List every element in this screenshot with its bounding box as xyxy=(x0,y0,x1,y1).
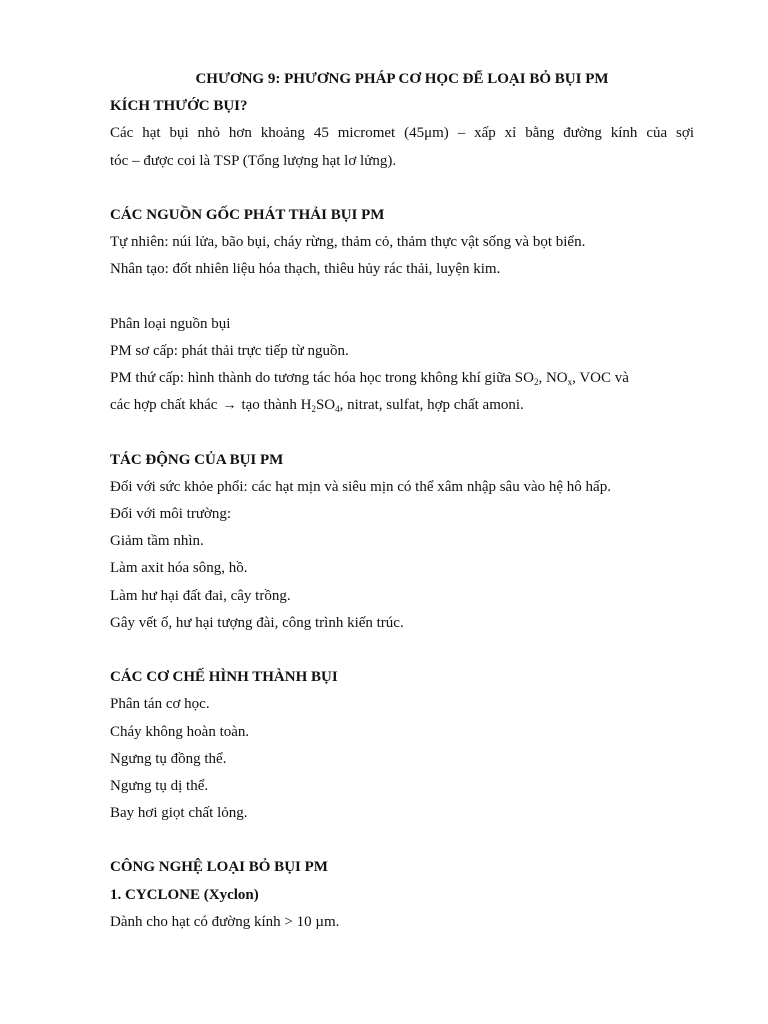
list-item: Bay hơi giọt chất lỏng. xyxy=(110,805,248,822)
subscript: 2 xyxy=(311,404,316,415)
list-item: Đối với môi trường: xyxy=(110,506,232,522)
blank-line xyxy=(110,637,694,664)
list-item: Phân tán cơ học. xyxy=(110,696,210,713)
blank-line xyxy=(110,419,694,446)
text-run: tạo thành H xyxy=(241,397,312,414)
text-run: , nitrat, sulfat, hợp chất amoni. xyxy=(339,397,524,414)
paragraph-line: tóc – được coi là TSP (Tổng lượng hạt lơ lửng). xyxy=(110,152,397,169)
text-run: các hợp chất khác xyxy=(110,397,218,414)
text-run: PM thứ cấp: hình thành do tương tác hóa học trong không khí giữa SO xyxy=(110,370,534,387)
text-run: SO xyxy=(315,397,336,414)
paragraph-line: Các hạt bụi nhỏ hơn khoảng 45 micromet (45μm) – xấp xỉ bằng đường kính của sợi xyxy=(110,125,694,142)
list-item: Gây vết ố, hư hại tượng đài, công trình kiến trúc. xyxy=(110,614,404,631)
right-arrow-icon: → xyxy=(222,398,237,414)
list-item: Đối với sức khỏe phổi: các hạt mịn và siêu mịn có thể xâm nhập sâu vào hệ hô hấp. xyxy=(110,478,611,495)
paragraph-line: PM sơ cấp: phát thải trực tiếp từ nguồn. xyxy=(110,342,349,359)
document-page xyxy=(110,66,694,936)
list-item: Cháy không hoàn toàn. xyxy=(110,723,250,740)
blank-line xyxy=(110,284,694,311)
paragraph-line: Phân loại nguồn bụi xyxy=(110,315,231,332)
list-item: Ngưng tụ dị thể. xyxy=(110,777,209,794)
subheading-cyclone: 1. CYCLONE (Xyclon) xyxy=(110,886,259,903)
paragraph-line-secondary-pm-cont xyxy=(110,392,694,419)
paragraph-line: Nhân tạo: đốt nhiên liệu hóa thạch, thiêu hủy rác thải, luyện kim. xyxy=(110,261,501,278)
chapter-title: CHƯƠNG 9: PHƯƠNG PHÁP CƠ HỌC ĐỂ LOẠI BỎ BỤI PM xyxy=(195,71,609,87)
paragraph-line: Dành cho hạt có đường kính > 10 µm. xyxy=(110,913,340,930)
heading-mechanisms: CÁC CƠ CHẾ HÌNH THÀNH BỤI xyxy=(110,669,338,686)
subscript: x xyxy=(567,377,573,388)
list-item: Làm axit hóa sông, hồ. xyxy=(110,560,248,577)
heading-technology: CÔNG NGHỆ LOẠI BỎ BỤI PM xyxy=(110,859,328,876)
heading-emission-sources: CÁC NGUỒN GỐC PHÁT THẢI BỤI PM xyxy=(110,206,385,223)
paragraph-line-secondary-pm xyxy=(110,365,694,392)
text-run: , VOC và xyxy=(572,370,629,387)
blank-line xyxy=(110,175,694,202)
list-item: Giảm tầm nhìn. xyxy=(110,533,204,550)
heading-dust-size: KÍCH THƯỚC BỤI? xyxy=(110,98,248,115)
paragraph-line: Tự nhiên: núi lửa, bão bụi, cháy rừng, thảm cỏ, thảm thực vật sống và bọt biển. xyxy=(110,234,586,251)
blank-line xyxy=(110,827,694,854)
list-item: Làm hư hại đất đai, cây trồng. xyxy=(110,587,291,604)
list-item: Ngưng tụ đồng thể. xyxy=(110,750,227,767)
text-run: , NO xyxy=(538,370,568,387)
heading-impacts: TÁC ĐỘNG CỦA BỤI PM xyxy=(110,451,284,468)
subscript: 4 xyxy=(335,404,340,415)
subscript: 2 xyxy=(533,377,539,388)
